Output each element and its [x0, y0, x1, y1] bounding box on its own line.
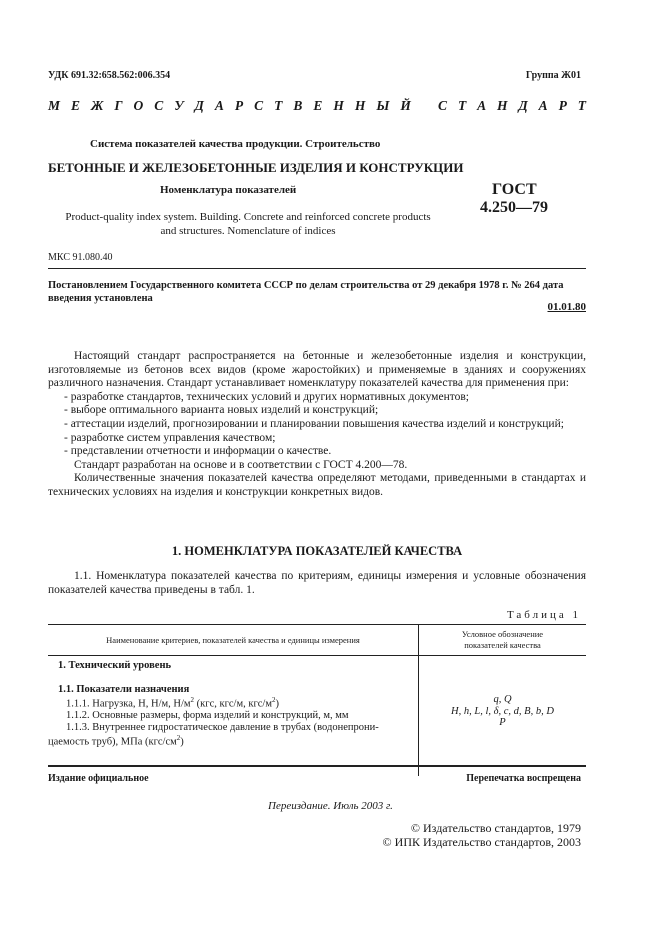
banner-word-standard — [438, 98, 586, 114]
banner-letter: Н — [497, 98, 508, 113]
intro-date: 01.01.80 — [547, 301, 586, 313]
gost-label: ГОСТ — [492, 181, 537, 198]
banner-letter: Т — [457, 98, 467, 113]
document-title: БЕТОННЫЕ И ЖЕЛЕЗОБЕТОННЫЕ ИЗДЕЛИЯ И КОНСТРУКЦИИ — [48, 160, 464, 175]
criteria-row-load — [48, 695, 418, 710]
banner-word-interstate — [48, 98, 411, 114]
paragraph-scope: Настоящий стандарт распространяется на бетонные и железобетонные изделия и конструкции, изготовляемые из бетонов всех видов (кроме жаростойких) и применяемые в зданиях и сооружениях различного назначения. Стандарт устанавливает номенклатуру показателей качества для применения при: — [48, 350, 586, 390]
banner-letter: С — [254, 98, 264, 113]
system-title: Система показателей качества продукции. Строительство — [90, 138, 381, 150]
banner-letter: Т — [577, 98, 586, 113]
criteria-level: 1. Технический уровень — [58, 660, 172, 671]
english-title — [58, 210, 438, 238]
banner-letter: В — [293, 98, 303, 113]
banner-letter: Н — [333, 98, 344, 113]
list-item: - представлении отчетности и информации о качестве. — [64, 445, 332, 458]
section-heading: 1. НОМЕНКЛАТУРА ПОКАЗАТЕЛЕЙ КАЧЕСТВА — [171, 544, 463, 558]
banner-letter: У — [174, 98, 184, 113]
banner-letter: А — [538, 98, 548, 113]
banner-letter: Р — [234, 98, 244, 113]
banner-letter: Е — [71, 98, 81, 113]
banner-letter: Е — [313, 98, 323, 113]
banner-letter: Г — [114, 98, 123, 113]
table-header-symbol-line2: показателей качества — [464, 640, 541, 650]
list-item: - разработке систем управления качеством; — [64, 431, 276, 444]
table-cell-symbols — [419, 656, 587, 777]
group-code: Группа Ж01 — [525, 70, 581, 81]
copyright-block — [383, 822, 581, 849]
list-item: - разработке стандартов, технических условий и других нормативных документов; — [64, 390, 469, 403]
banner-letter: М — [48, 98, 61, 113]
row-load-text-end: ) — [275, 698, 279, 710]
banner-letter: Ы — [376, 98, 390, 113]
table-row — [48, 656, 586, 777]
criteria-row-pressure-cont — [48, 733, 418, 748]
banner-letter: Р — [558, 98, 567, 113]
copyright-1979: © Издательство стандартов, 1979 — [410, 821, 581, 835]
banner-letter: С — [438, 98, 448, 113]
table-header-criteria: Наименование критериев, показателей качества и единицы измерения — [48, 625, 419, 656]
row-pressure-text: цаемость труб), МПа (кгс/см — [48, 736, 177, 748]
section-paragraph: 1.1. Номенклатура показателей качества по критериям, единицы измерения и условные обозначения показателей качества приведены в табл. 1. — [48, 570, 586, 596]
official-edition: Издание официальное — [48, 773, 149, 784]
paragraph-methods: Количественные значения показателей качества определяют методами, приведенными в стандартах и технических условиях на изделия и конструкции конкретных видов. — [48, 472, 586, 498]
list-item: - выборе оптимального варианта новых изделий и конструкций; — [64, 404, 379, 417]
banner-letter: Ж — [91, 98, 104, 113]
banner-letter: Н — [354, 98, 366, 113]
banner-letter: Д — [518, 98, 528, 113]
copyright-2003: © ИПК Издательство стандартов, 2003 — [382, 834, 581, 849]
decree-text: Постановлением Государственного комитета СССР по делам строительства от 29 декабря 1978 г. № 264 дата введения установлена — [48, 280, 564, 304]
banner-letter: С — [154, 98, 164, 113]
divider-line — [48, 268, 586, 269]
paragraph-basis: Стандарт разработан на основе и в соответствии с ГОСТ 4.200—78. — [74, 458, 408, 471]
nomenclature-subtitle: Номенклатура показателей — [160, 184, 297, 196]
table-header-row — [48, 625, 586, 656]
criteria-group: 1.1. Показатели назначения — [58, 683, 190, 695]
row-load-sup: 2 — [190, 696, 195, 704]
symbol-dimensions: H, h, L, l, δ, c, d, B, b, D — [451, 705, 554, 717]
criteria-row-pressure: 1.1.3. Внутреннее гидростатическое давление в трубах (водонепрони- — [66, 721, 379, 733]
indices-table — [48, 624, 586, 776]
row-load-sup2: 2 — [272, 696, 276, 704]
row-load-text: 1.1.1. Нагрузка, Н, Н/м, Н/м — [66, 698, 191, 710]
table-cell-criteria — [48, 656, 419, 777]
udk-code: УДК 691.32:658.562:006.354 — [48, 70, 171, 81]
body-text — [48, 350, 586, 500]
criteria-row-dimensions: 1.1.2. Основные размеры, форма изделий и конструкций, м, мм — [66, 710, 349, 721]
banner-letter: А — [477, 98, 487, 113]
banner-letter: Й — [400, 98, 411, 113]
table-header-symbol — [419, 625, 587, 656]
english-title-line2: and structures. Nomenclature of indices — [160, 225, 336, 237]
row-pressure-sup: 2 — [176, 734, 181, 742]
table-caption: Таблица 1 — [506, 609, 581, 621]
row-pressure-text-end: ) — [180, 736, 184, 748]
reprint-prohibited: Перепечатка воспрещена — [466, 773, 581, 784]
mks-code: МКС 91.080.40 — [48, 252, 113, 263]
symbol-load: q, Q — [493, 694, 512, 705]
list-item: - аттестации изделий, прогнозировании и планировании повышения качества изделий и конструкций; — [64, 417, 564, 430]
footer-divider — [48, 765, 586, 767]
interstate-standard-banner — [48, 98, 586, 114]
gost-designation — [480, 181, 548, 217]
gost-number: 4.250—79 — [480, 199, 548, 216]
row-load-text-mid: (кгс, кгс/м, кгс/м — [194, 698, 272, 710]
banner-letter: Т — [274, 98, 283, 113]
table-header-symbol-line1: Условное обозначение — [461, 629, 544, 639]
banner-letter: А — [214, 98, 224, 113]
banner-letter: О — [133, 98, 144, 113]
reissue-note: Переиздание. Июль 2003 г. — [268, 800, 393, 812]
symbol-pressure: P — [499, 717, 506, 728]
english-title-line1: Product-quality index system. Building. Concrete and reinforced concrete products — [65, 211, 431, 223]
banner-letter: Д — [194, 98, 204, 113]
